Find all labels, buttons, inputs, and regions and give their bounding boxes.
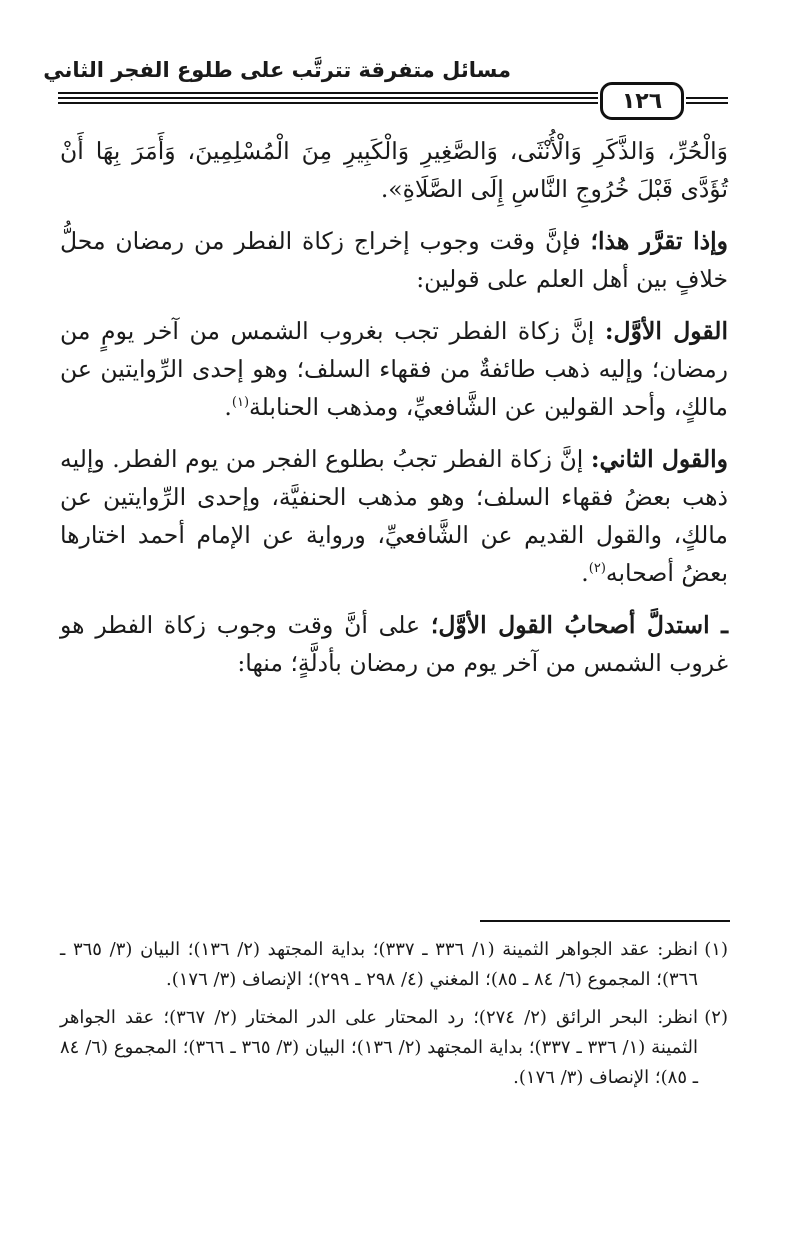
header-rule [58,97,598,99]
paragraph-text: فإنَّ وقت وجوب إخراج زكاة الفطر من رمضان محلُّ خلافٍ بين أهل العلم على قولين: [60,227,728,293]
paragraph-lead: القول الأوَّل: [604,317,728,345]
paragraph-end: . [581,559,589,587]
paragraph-text: وَالْحُرِّ، وَالذَّكَرِ وَالْأُنْثَى، وَالصَّغِيرِ وَالْكَبِيرِ مِنَ الْمُسْلِمِينَ، وَأَمَرَ بِهَا أَنْ تُؤَدَّى قَبْلَ خُرُوجِ النَّاسِ إِلَى الصَّلَاةِ». [60,137,728,203]
paragraph-lead: وإذا تقرَّر هذا؛ [590,227,728,255]
footnote-number: (٢) [704,1007,728,1028]
paragraph-text: إنَّ زكاة الفطر تجبُ بطلوع الفجر من يوم الفطر. وإليه ذهب بعضُ فقهاء السلف؛ وهو مذهب الحنفيَّة، وإحدى الرِّوايتين عن مالكٍ، والقول القديم عن الشَّافعيِّ، ورواية عن الإمام أحمد اختارها بعضُ أصحابه [60,445,728,587]
footnote-ref[interactable]: (١) [231,395,250,411]
main-text [60,132,728,696]
footnote-separator [480,920,730,922]
header-rule [58,92,598,94]
paragraph-text: على أنَّ وقت وجوب زكاة الفطر هو غروب الشمس من آخر يوم من رمضان بأدلَّةٍ؛ منها: [60,611,728,677]
paragraph-text: إنَّ زكاة الفطر تجب بغروب الشمس من آخر يومٍ من رمضان؛ وإليه ذهب طائفةٌ من فقهاء السلف؛ وهو إحدى الرِّوايتين عن مالكٍ، وأحد القولين عن الشَّافعيِّ، ومذهب الحنابلة [60,317,728,421]
footnotes [60,935,728,1101]
paragraph-hadith-end [60,132,728,208]
footnote [60,1003,728,1093]
running-header-title: مسائل متفرقة تترتَّب على طلوع الفجر الثاني [43,58,511,82]
paragraph-second-opinion [60,440,728,592]
header-rule [686,102,728,104]
footnote-text: انظر: البحر الرائق (٢/ ٢٧٤)؛ رد المحتار على الدر المختار (٢/ ٣٦٧)؛ عقد الجواهر الثمينة (١/ ٣٣٦ ـ ٣٣٧)؛ بداية المجتهد (٢/ ١٣٦)؛ البيان (٣/ ٣٦٥ ـ ٣٦٦)؛ المجموع (٦/ ٨٤ ـ ٨٥)؛ الإنصاف (٣/ ١٧٦). [60,1007,699,1088]
footnote-text: انظر: عقد الجواهر الثمينة (١/ ٣٣٦ ـ ٣٣٧)؛ بداية المجتهد (٢/ ١٣٦)؛ البيان (٣/ ٣٦٥ ـ ٣٦٦)؛ المجموع (٦/ ٨٤ ـ ٨٥)؛ المغني (٤/ ٢٩٨ ـ ٢٩٩)؛ الإنصاف (٣/ ١٧٦). [60,939,698,990]
page-number-badge [600,82,684,120]
paragraph-first-opinion [60,312,728,426]
paragraph-lead: ـ استدلَّ أصحابُ القول الأوَّل؛ [430,611,728,639]
page-number: ١٢٦ [621,88,663,114]
footnote-number: (١) [704,939,728,960]
footnote [60,935,728,995]
header-rule [58,102,598,104]
paragraph-lead: والقول الثاني: [590,445,728,473]
paragraph-intro [60,222,728,298]
footnote-ref[interactable]: (٢) [588,561,606,577]
paragraph-evidence [60,606,728,682]
header-rule [686,97,728,99]
paragraph-end: . [224,393,232,421]
